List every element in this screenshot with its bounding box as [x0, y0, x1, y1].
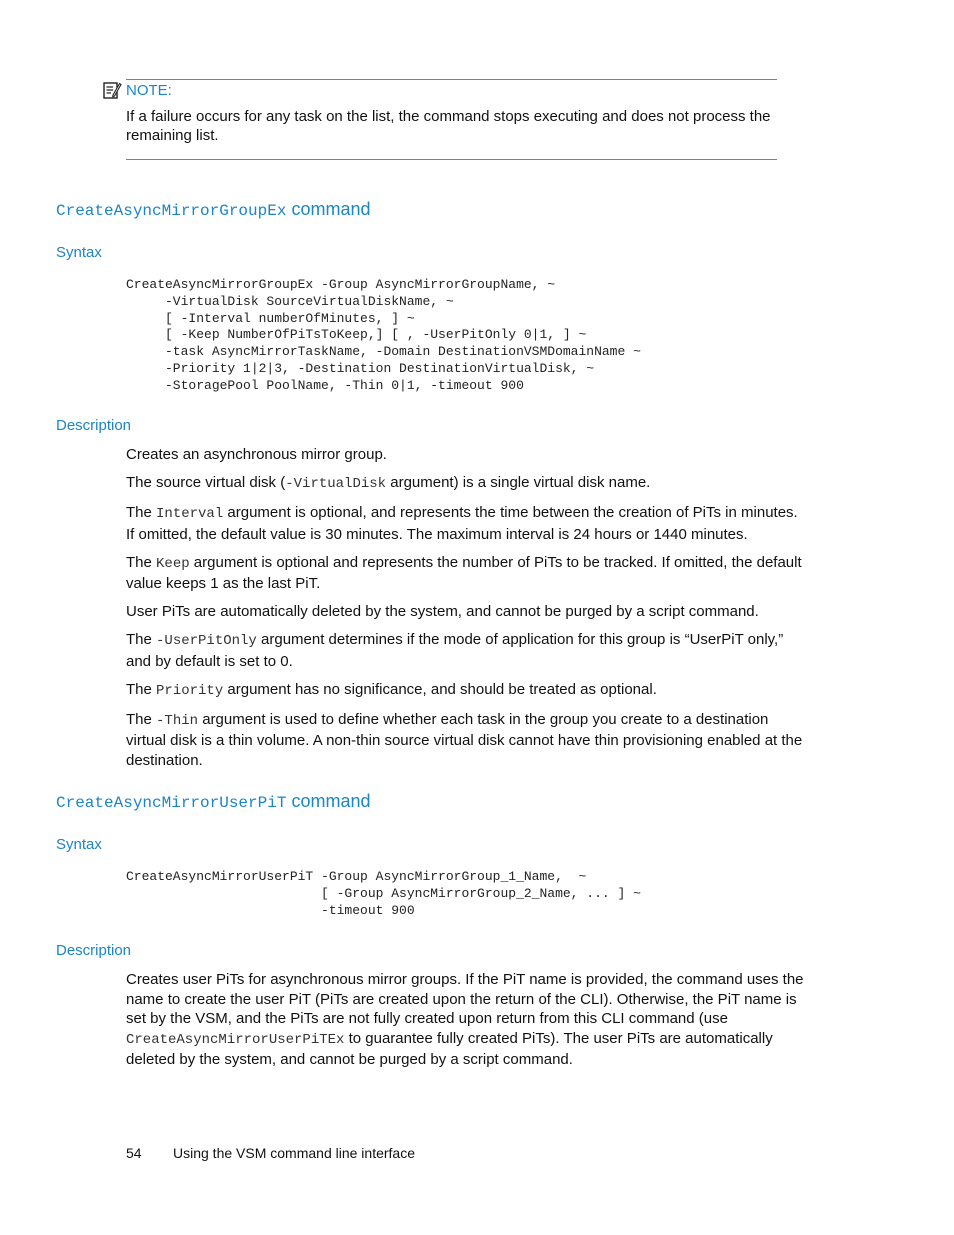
note-bottom-rule	[126, 159, 777, 160]
text: The	[126, 631, 157, 648]
text: The source virtual disk (	[126, 474, 286, 491]
text: The	[126, 710, 157, 728]
inline-code: Priority	[156, 682, 224, 699]
section2-heading-text: command	[286, 791, 371, 811]
section2-syntax-label: Syntax	[56, 836, 102, 853]
inline-code: CreateAsyncMirrorUserPiTEx	[126, 1031, 345, 1048]
section2-heading-code: CreateAsyncMirrorUserPiT	[56, 794, 287, 812]
inline-code: -Thin	[156, 712, 199, 729]
text: argument is optional, and represents the time between the creation of PiTs in minutes. If omitted, the default value is 30 minutes. The maximum interval is 24 hours or 1440 minutes.	[126, 504, 798, 543]
section1-heading	[56, 199, 370, 220]
section2-syntax-code	[126, 869, 641, 919]
paragraph	[126, 710, 806, 771]
paragraph	[126, 680, 806, 702]
paragraph	[126, 970, 806, 1070]
paragraph	[126, 553, 806, 594]
section1-description	[126, 445, 806, 779]
code-line: -timeout 900	[126, 902, 415, 918]
code-line: -task AsyncMirrorTaskName, -Domain DestinationVSMDomainName ~	[126, 344, 641, 360]
code-line: CreateAsyncMirrorGroupEx -Group AsyncMirrorGroupName, ~	[126, 277, 556, 292]
text: argument determines if the mode of application for this group is “UserPiT only,” and by default is set to 0.	[126, 631, 784, 670]
text: to guarantee fully created PiTs). The user PiTs are automatically deleted by the system, and cannot be purged by a script command.	[126, 1029, 773, 1068]
code-line: [ -Group AsyncMirrorGroup_2_Name, ... ] ~	[126, 885, 641, 901]
note-top-rule	[126, 79, 777, 80]
text: argument is used to define whether each task in the group you create to a destination virtual disk is a thin volume. A non-thin source virtual disk cannot have thin provisioning enabled at the destination.	[126, 710, 803, 769]
paragraph: User PiTs are automatically deleted by the system, and cannot be purged by a script command.	[126, 603, 759, 620]
section2-description	[126, 970, 806, 1078]
footer-title: Using the VSM command line interface	[173, 1145, 415, 1161]
code-line: [ -Interval numberOfMinutes, ] ~	[126, 310, 415, 326]
section1-heading-text: command	[286, 199, 371, 219]
section2-heading	[56, 791, 370, 812]
text: argument has no significance, and should be treated as optional.	[223, 680, 657, 698]
code-line: -StoragePool PoolName, -Thin 0|1, -timeout 900	[126, 377, 524, 393]
section1-description-label: Description	[56, 417, 132, 434]
paragraph	[126, 503, 806, 544]
text: The	[126, 504, 157, 521]
text: argument) is a single virtual disk name.	[386, 474, 651, 491]
text: argument is optional and represents the number of PiTs to be tracked. If omitted, the default value keeps 1 as the last PiT.	[126, 553, 802, 592]
code-line: -VirtualDisk SourceVirtualDiskName, ~	[126, 293, 454, 309]
code-line: [ -Keep NumberOfPiTsToKeep,] [ , -UserPitOnly 0|1, ] ~	[126, 327, 587, 343]
paragraph	[126, 630, 806, 671]
text: The	[126, 553, 157, 571]
note-label: NOTE:	[126, 82, 172, 99]
note-icon	[102, 80, 122, 100]
paragraph: Creates an asynchronous mirror group.	[126, 446, 387, 463]
inline-code: Interval	[156, 506, 224, 522]
note-text: If a failure occurs for any task on the list, the command stops executing and does not process the remaining list.	[126, 108, 771, 144]
section1-heading-code: CreateAsyncMirrorGroupEx	[56, 202, 287, 220]
text: The	[126, 680, 157, 698]
inline-code: Keep	[156, 555, 190, 572]
inline-code: -VirtualDisk	[285, 476, 387, 492]
code-line: CreateAsyncMirrorUserPiT -Group AsyncMirrorGroup_1_Name, ~	[126, 869, 587, 884]
text: Creates user PiTs for asynchronous mirror groups. If the PiT name is provided, the command uses the name to create the user PiT (PiTs are created upon the return of the CLI). Otherwise, the PiT name is set by the VSM, and the PiTs are not fully created upon return from this CLI command (use	[126, 971, 804, 1027]
code-line: -Priority 1|2|3, -Destination DestinationVirtualDisk, ~	[126, 360, 595, 376]
page-number: 54	[126, 1145, 142, 1161]
paragraph	[126, 473, 806, 495]
inline-code: -UserPitOnly	[156, 633, 257, 649]
section1-syntax-label: Syntax	[56, 244, 102, 261]
section2-description-label: Description	[56, 942, 132, 959]
section1-syntax-code	[126, 277, 641, 395]
